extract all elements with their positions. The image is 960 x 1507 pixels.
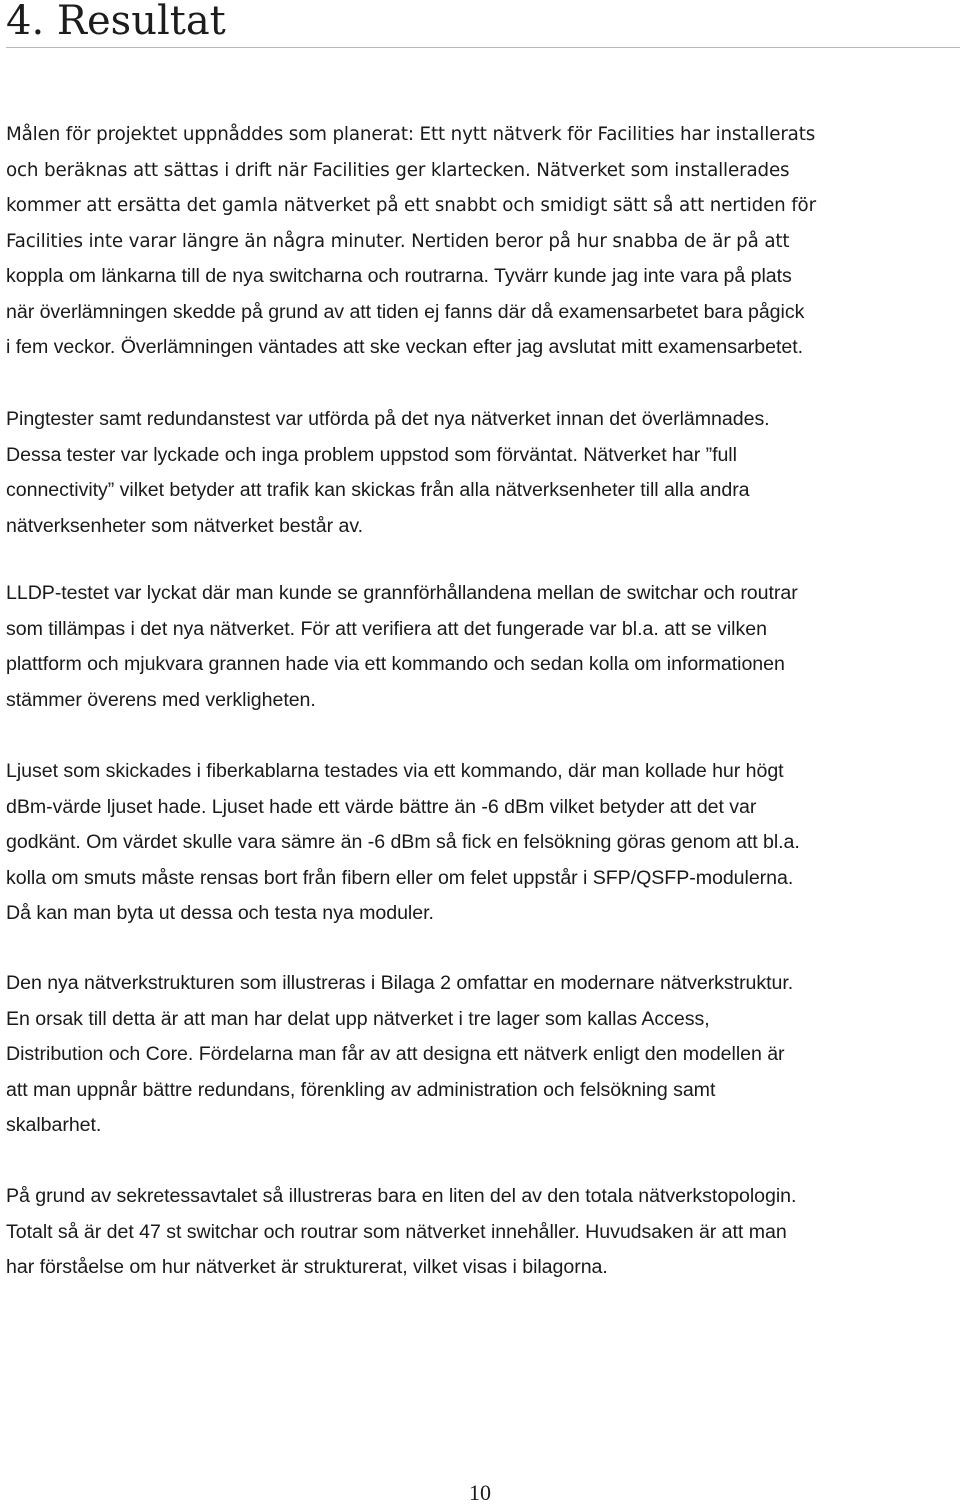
- text-line: nätverksenheter som nätverket består av.: [6, 514, 364, 537]
- text-line: kommer att ersätta det gamla nätverket på ett snabbt och smidigt sätt så att nertiden för: [6, 195, 816, 216]
- text-line: Ljuset som skickades i fiberkablarna testades via ett kommando, där man kollade hur högt: [6, 760, 784, 782]
- text-line: Pingtester samt redundanstest var utförda på det nya nätverket innan det överlämnades.: [6, 408, 770, 430]
- page-number: 10: [469, 1480, 491, 1505]
- text-line: Facilities inte varar längre än några minuter. Nertiden beror på hur snabba de är på att: [6, 230, 790, 252]
- text-line: i fem veckor. Överlämningen väntades att ske veckan efter jag avslutat mitt examensarbetet.: [6, 336, 804, 358]
- section-heading: 4. Resultat: [6, 0, 226, 44]
- text-line: Då kan man byta ut dessa och testa nya moduler.: [6, 902, 434, 924]
- text-line: som tillämpas i det nya nätverket. För att verifiera att det fungerade var bl.a. att se vilken: [6, 617, 767, 640]
- text-line: dBm-värde ljuset hade. Ljuset hade ett värde bättre än -6 dBm vilket betyder att det var: [6, 795, 757, 818]
- text-line: och beräknas att sättas i drift när Facilities ger klartecken. Nätverket som installerades: [6, 159, 790, 181]
- text-line: Målen för projektet uppnåddes som planerat: Ett nytt nätverk för Facilities har installerats: [6, 124, 816, 145]
- text-line: koppla om länkarna till de nya switcharna och routrarna. Tyvärr kunde jag inte vara på plats: [6, 265, 792, 287]
- text-line: stämmer överens med verkligheten.: [6, 688, 316, 711]
- text-line: På grund av sekretessavtalet så illustreras bara en liten del av den totala nätverkstopologin.: [6, 1185, 797, 1207]
- text-line: Dessa tester var lyckade och inga problem uppstod som förväntat. Nätverket har ”full: [6, 443, 737, 466]
- text-line: Totalt så är det 47 st switchar och routrar som nätverket innehåller. Huvudsaken är att man: [6, 1220, 787, 1243]
- text-line: skalbarhet.: [6, 1114, 102, 1136]
- text-line: Distribution och Core. Fördelarna man får av att designa ett nätverk enligt den modellen är: [6, 1043, 785, 1065]
- paragraph-fiber-light: [6, 754, 956, 932]
- text-line: godkänt. Om värdet skulle vara sämre än -6 dBm så fick en felsökning göras genom att bl.a.: [6, 831, 800, 853]
- paragraph-confidentiality: [6, 1179, 956, 1286]
- text-line: kolla om smuts måste rensas bort från fibern eller om felet uppstår i SFP/QSFP-modulerna.: [6, 866, 794, 889]
- text-line: plattform och mjukvara grannen hade via ett kommando och sedan kolla om informationen: [6, 653, 785, 675]
- text-line: connectivity” vilket betyder att trafik kan skickas från alla nätverksenheter till alla andra: [6, 479, 750, 501]
- paragraph-results-goals: [6, 117, 956, 366]
- paragraph-ping-tests: [6, 402, 956, 544]
- paragraph-lldp-test: [6, 576, 956, 718]
- text-line: En orsak till detta är att man har delat upp nätverket i tre lager som kallas Access,: [6, 1007, 710, 1030]
- text-line: att man uppnår bättre redundans, förenkling av administration och felsökning samt: [6, 1078, 716, 1101]
- text-line: har förståelse om hur nätverket är strukturerat, vilket visas i bilagorna.: [6, 1256, 608, 1278]
- heading-underline: [6, 47, 960, 48]
- text-line: när överlämningen skedde på grund av att tiden ej fanns där då examensarbetet bara pågick: [6, 300, 805, 323]
- text-line: LLDP-testet var lyckat där man kunde se grannförhållandena mellan de switchar och routrar: [6, 582, 798, 604]
- paragraph-network-structure: [6, 966, 956, 1144]
- text-line: Den nya nätverkstrukturen som illustreras i Bilaga 2 omfattar en modernare nätverkstruktur.: [6, 972, 794, 994]
